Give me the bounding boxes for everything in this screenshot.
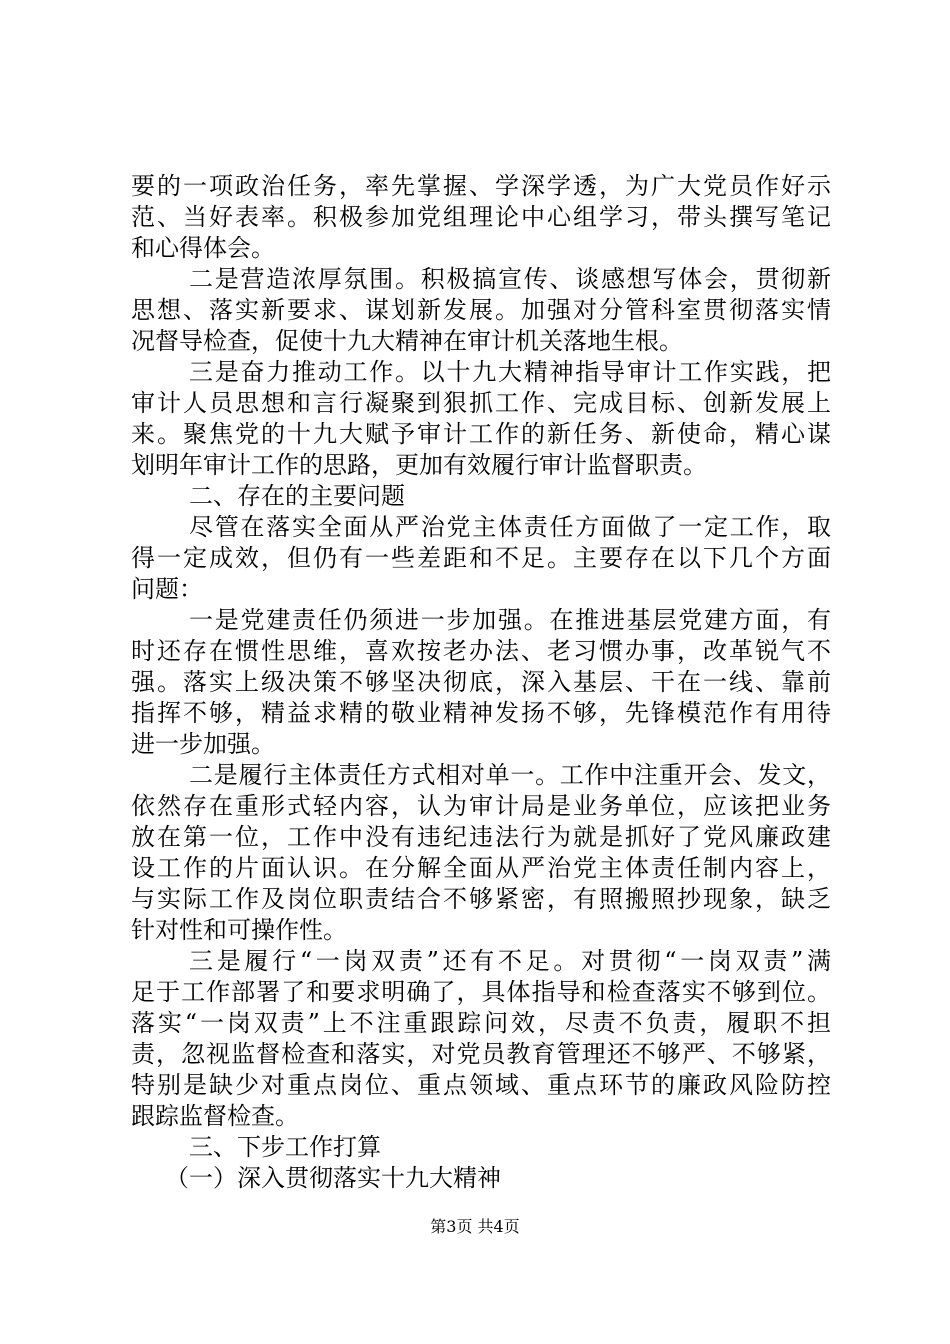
body-line: 强。落实上级决策不够坚决彻底，深入基层、干在一线、靠前 [131,668,831,696]
subsection-heading: （一）深入贯彻落实十九大精神 [165,1164,501,1192]
body-line: 况督导检查，促使十九大精神在审计机关落地生根。 [131,327,683,355]
body-line: 来。聚焦党的十九大赋予审计工作的新任务、新使命，精心谋 [131,420,831,448]
body-line: 足于工作部署了和要求明确了，具体指导和检查落实不够到位。 [131,978,831,1006]
body-line: 责，忽视监督检查和落实，对党员教育管理还不够严、不够紧， [131,1040,831,1068]
body-line: 针对性和可操作性。 [131,916,347,944]
section-heading: 三、下步工作打算 [189,1133,381,1161]
body-line: 二是营造浓厚氛围。积极搞宣传、谈感想写体会，贯彻新 [189,265,831,293]
body-line: 要的一项政治任务，率先掌握、学深学透，为广大党员作好示 [131,172,831,200]
body-line: 划明年审计工作的思路，更加有效履行审计监督职责。 [131,451,707,479]
body-line: 放在第一位，工作中没有违纪违法行为就是抓好了党风廉政建 [131,823,831,851]
body-line: 问题： [131,575,203,603]
body-line: 依然存在重形式轻内容，认为审计局是业务单位，应该把业务 [131,792,831,820]
body-line: 尽管在落实全面从严治党主体责任方面做了一定工作，取 [189,513,831,541]
body-line: 范、当好表率。积极参加党组理论中心组学习，带头撰写笔记 [131,203,831,231]
body-line: 二是履行主体责任方式相对单一。工作中注重开会、发文， [189,761,831,789]
body-line: 指挥不够，精益求精的敬业精神发扬不够，先锋模范作有用待 [131,699,831,727]
body-line: 特别是缺少对重点岗位、重点领域、重点环节的廉政风险防控 [131,1071,831,1099]
body-line: 落实“一岗双责”上不注重跟踪问效，尽责不负责，履职不担 [131,1009,831,1037]
body-line: 跟踪监督检查。 [131,1102,299,1130]
document-body [131,171,831,1194]
page-footer: 第3页 共4页 [430,1217,520,1236]
body-line: 思想、落实新要求、谋划新发展。加强对分管科室贯彻落实情 [131,296,831,324]
body-line: 三是履行“一岗双责”还有不足。对贯彻“一岗双责”满 [189,947,831,975]
body-line: 与实际工作及岗位职责结合不够紧密，有照搬照抄现象，缺乏 [131,885,831,913]
section-heading: 二、存在的主要问题 [189,482,405,510]
body-line: 审计人员思想和言行凝聚到狠抓工作、完成目标、创新发展上 [131,389,831,417]
body-line: 设工作的片面认识。在分解全面从严治党主体责任制内容上， [131,854,831,882]
body-line: 和心得体会。 [131,234,275,262]
body-line: 三是奋力推动工作。以十九大精神指导审计工作实践，把 [189,358,831,386]
body-line: 一是党建责任仍须进一步加强。在推进基层党建方面，有 [189,606,831,634]
body-line: 得一定成效，但仍有一些差距和不足。主要存在以下几个方面 [131,544,831,572]
body-line: 时还存在惯性思维，喜欢按老办法、老习惯办事，改革锐气不 [131,637,831,665]
body-line: 进一步加强。 [131,730,275,758]
